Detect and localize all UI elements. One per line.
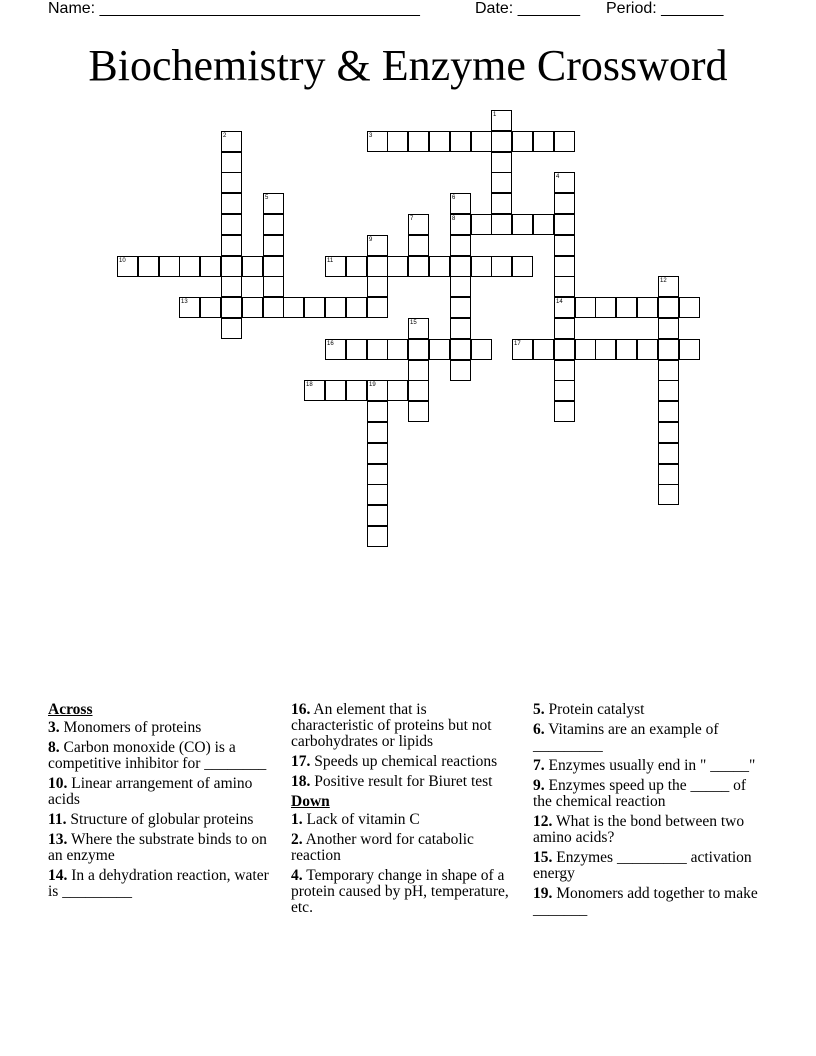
clue-number: 9 <box>369 237 373 243</box>
grid-cell[interactable] <box>263 235 284 256</box>
grid-cell[interactable] <box>471 256 492 277</box>
grid-cell[interactable] <box>554 235 575 256</box>
grid-cell[interactable] <box>367 256 388 277</box>
grid-cell[interactable] <box>450 256 471 277</box>
grid-cell[interactable] <box>658 276 679 297</box>
grid-cell[interactable] <box>658 422 679 443</box>
grid-cell[interactable] <box>221 131 242 152</box>
grid-cell[interactable] <box>221 214 242 235</box>
grid-cell[interactable] <box>221 235 242 256</box>
grid-cell[interactable] <box>283 297 304 318</box>
grid-cell[interactable] <box>346 256 367 277</box>
grid-cell[interactable] <box>408 360 429 381</box>
grid-cell[interactable] <box>658 484 679 505</box>
grid-cell[interactable] <box>491 131 512 152</box>
grid-cell[interactable] <box>512 214 533 235</box>
grid-cell[interactable] <box>471 131 492 152</box>
grid-cell[interactable] <box>325 256 346 277</box>
page-title: Biochemistry & Enzyme Crossword <box>88 41 728 90</box>
grid-cell[interactable] <box>533 214 554 235</box>
grid-cell[interactable] <box>554 339 575 360</box>
grid-cell[interactable] <box>221 193 242 214</box>
grid-cell[interactable] <box>575 339 596 360</box>
grid-cell[interactable] <box>325 297 346 318</box>
clue-number: 4 <box>556 174 560 180</box>
grid-cell[interactable] <box>450 214 471 235</box>
clue-across-17: 17. Speeds up chemical reactions <box>291 753 498 770</box>
grid-cell[interactable] <box>554 360 575 381</box>
grid-cell[interactable] <box>221 172 242 193</box>
grid-cell[interactable] <box>554 380 575 401</box>
grid-cell[interactable] <box>616 297 637 318</box>
name-field[interactable]: Name: ____________________________________ <box>48 0 420 17</box>
grid-cell[interactable] <box>304 297 325 318</box>
clue-down-6: 6. Vitamins are an example of _________ <box>533 721 719 754</box>
clue-across-3: 3. Monomers of proteins <box>48 719 202 736</box>
clue-across-11: 11. Structure of globular proteins <box>48 811 254 828</box>
grid-cell[interactable] <box>554 193 575 214</box>
grid-cell[interactable] <box>450 339 471 360</box>
grid-cell[interactable] <box>491 152 512 173</box>
grid-cell[interactable] <box>512 131 533 152</box>
clue-down-2: 2. Another word for catabolic reaction <box>291 831 474 864</box>
clue-number: 1 <box>493 112 497 118</box>
grid-cell[interactable] <box>450 297 471 318</box>
clue-down-15: 15. Enzymes _________ activation energy <box>533 849 752 882</box>
clue-number: 16 <box>327 341 334 347</box>
grid-cell[interactable] <box>179 297 200 318</box>
grid-cell[interactable] <box>554 256 575 277</box>
grid-cell[interactable] <box>367 131 388 152</box>
clue-column-2 <box>291 702 511 920</box>
grid-cell[interactable] <box>533 131 554 152</box>
grid-cell[interactable] <box>387 131 408 152</box>
grid-cell[interactable] <box>263 214 284 235</box>
grid-cell[interactable] <box>658 464 679 485</box>
grid-cell[interactable] <box>408 256 429 277</box>
grid-cell[interactable] <box>658 401 679 422</box>
grid-cell[interactable] <box>554 401 575 422</box>
grid-cell[interactable] <box>429 339 450 360</box>
grid-cell[interactable] <box>367 443 388 464</box>
grid-cell[interactable] <box>304 380 325 401</box>
grid-cell[interactable] <box>637 297 658 318</box>
clue-down-4: 4. Temporary change in shape of a protein caused by pH, temperature, etc. <box>291 867 509 916</box>
grid-cell[interactable] <box>450 193 471 214</box>
grid-cell[interactable] <box>491 193 512 214</box>
grid-cell[interactable] <box>595 297 616 318</box>
grid-cell[interactable] <box>408 339 429 360</box>
clue-across-18: 18. Positive result for Biuret test <box>291 773 493 790</box>
clue-number: 11 <box>327 258 334 264</box>
grid-cell[interactable] <box>408 401 429 422</box>
clue-number: 15 <box>410 320 417 326</box>
clue-number: 19 <box>369 382 376 388</box>
grid-cell[interactable] <box>408 131 429 152</box>
grid-cell[interactable] <box>595 339 616 360</box>
grid-cell[interactable] <box>533 339 554 360</box>
clue-column-3 <box>533 702 763 922</box>
grid-cell[interactable] <box>263 256 284 277</box>
grid-cell[interactable] <box>367 422 388 443</box>
grid-cell[interactable] <box>221 256 242 277</box>
clue-number: 7 <box>410 216 414 222</box>
grid-cell[interactable] <box>263 276 284 297</box>
grid-cell[interactable] <box>554 131 575 152</box>
clue-down-1: 1. Lack of vitamin C <box>291 811 420 828</box>
grid-cell[interactable] <box>346 380 367 401</box>
grid-cell[interactable] <box>512 256 533 277</box>
grid-cell[interactable] <box>658 443 679 464</box>
clue-number: 10 <box>119 258 126 264</box>
grid-cell[interactable] <box>367 526 388 547</box>
grid-cell[interactable] <box>367 464 388 485</box>
grid-cell[interactable] <box>242 256 263 277</box>
grid-cell[interactable] <box>554 172 575 193</box>
clue-number: 2 <box>223 133 227 139</box>
grid-cell[interactable] <box>658 360 679 381</box>
grid-cell[interactable] <box>367 297 388 318</box>
grid-cell[interactable] <box>263 193 284 214</box>
grid-cell[interactable] <box>512 339 533 360</box>
grid-cell[interactable] <box>367 484 388 505</box>
grid-cell[interactable] <box>179 256 200 277</box>
grid-cell[interactable] <box>658 318 679 339</box>
grid-cell[interactable] <box>575 297 596 318</box>
grid-cell[interactable] <box>554 297 575 318</box>
clue-number: 17 <box>514 341 521 347</box>
grid-cell[interactable] <box>242 297 263 318</box>
grid-cell[interactable] <box>616 339 637 360</box>
grid-cell[interactable] <box>367 339 388 360</box>
grid-cell[interactable] <box>221 297 242 318</box>
grid-cell[interactable] <box>679 339 700 360</box>
grid-cell[interactable] <box>429 131 450 152</box>
grid-cell[interactable] <box>679 297 700 318</box>
clue-number: 13 <box>181 299 188 305</box>
clue-number: 6 <box>452 195 456 201</box>
grid-cell[interactable] <box>408 318 429 339</box>
clue-down-5: 5. Protein catalyst <box>533 701 645 718</box>
clue-down-9: 9. Enzymes speed up the _____ of the chemical reaction <box>533 777 747 810</box>
grid-cell[interactable] <box>491 110 512 131</box>
clue-down-12: 12. What is the bond between two amino acids? <box>533 813 745 846</box>
grid-cell[interactable] <box>346 339 367 360</box>
clue-across-16: 16. An element that is characteristic of proteins but not carbohydrates or lipids <box>291 701 492 750</box>
down-heading: Down <box>291 793 330 810</box>
grid-cell[interactable] <box>658 339 679 360</box>
grid-cell[interactable] <box>367 380 388 401</box>
grid-cell[interactable] <box>200 256 221 277</box>
grid-cell[interactable] <box>221 318 242 339</box>
grid-cell[interactable] <box>554 318 575 339</box>
date-field[interactable]: Date: _______ <box>475 0 580 17</box>
grid-cell[interactable] <box>658 380 679 401</box>
grid-cell[interactable] <box>387 256 408 277</box>
grid-cell[interactable] <box>346 297 367 318</box>
grid-cell[interactable] <box>408 214 429 235</box>
grid-cell[interactable] <box>491 172 512 193</box>
grid-cell[interactable] <box>387 339 408 360</box>
grid-cell[interactable] <box>367 276 388 297</box>
grid-cell[interactable] <box>325 380 346 401</box>
grid-cell[interactable] <box>450 276 471 297</box>
grid-cell[interactable] <box>554 276 575 297</box>
clue-number: 3 <box>369 133 373 139</box>
grid-cell[interactable] <box>367 401 388 422</box>
grid-cell[interactable] <box>221 276 242 297</box>
grid-cell[interactable] <box>637 339 658 360</box>
grid-cell[interactable] <box>450 360 471 381</box>
grid-cell[interactable] <box>325 339 346 360</box>
grid-cell[interactable] <box>471 339 492 360</box>
grid-cell[interactable] <box>387 380 408 401</box>
grid-cell[interactable] <box>159 256 180 277</box>
clue-across-10: 10. Linear arrangement of amino acids <box>48 775 253 808</box>
clue-down-7: 7. Enzymes usually end in " _____" <box>533 757 756 774</box>
clue-across-13: 13. Where the substrate binds to on an enzyme <box>48 831 267 864</box>
grid-cell[interactable] <box>221 152 242 173</box>
period-field[interactable]: Period: _______ <box>606 0 724 17</box>
grid-cell[interactable] <box>658 297 679 318</box>
grid-cell[interactable] <box>138 256 159 277</box>
grid-cell[interactable] <box>450 131 471 152</box>
clue-number: 12 <box>660 278 667 284</box>
grid-cell[interactable] <box>450 318 471 339</box>
clue-across-14: 14. In a dehydration reaction, water is _________ <box>48 867 269 900</box>
grid-cell[interactable] <box>491 214 512 235</box>
grid-cell[interactable] <box>408 380 429 401</box>
clue-number: 8 <box>452 216 456 222</box>
grid-cell[interactable] <box>491 256 512 277</box>
clue-across-8: 8. Carbon monoxide (CO) is a competitive inhibitor for ________ <box>48 739 267 772</box>
grid-cell[interactable] <box>408 235 429 256</box>
clue-number: 14 <box>556 299 563 305</box>
clue-down-19: 19. Monomers add together to make _______ <box>533 885 758 918</box>
grid-cell[interactable] <box>554 214 575 235</box>
grid-cell[interactable] <box>263 297 284 318</box>
grid-cell[interactable] <box>367 505 388 526</box>
clue-number: 5 <box>265 195 269 201</box>
grid-cell[interactable] <box>117 256 138 277</box>
grid-cell[interactable] <box>429 256 450 277</box>
grid-cell[interactable] <box>471 214 492 235</box>
grid-cell[interactable] <box>450 235 471 256</box>
grid-cell[interactable] <box>200 297 221 318</box>
clue-column-1 <box>48 702 274 904</box>
across-heading: Across <box>48 701 93 718</box>
clue-number: 18 <box>306 382 313 388</box>
grid-cell[interactable] <box>367 235 388 256</box>
